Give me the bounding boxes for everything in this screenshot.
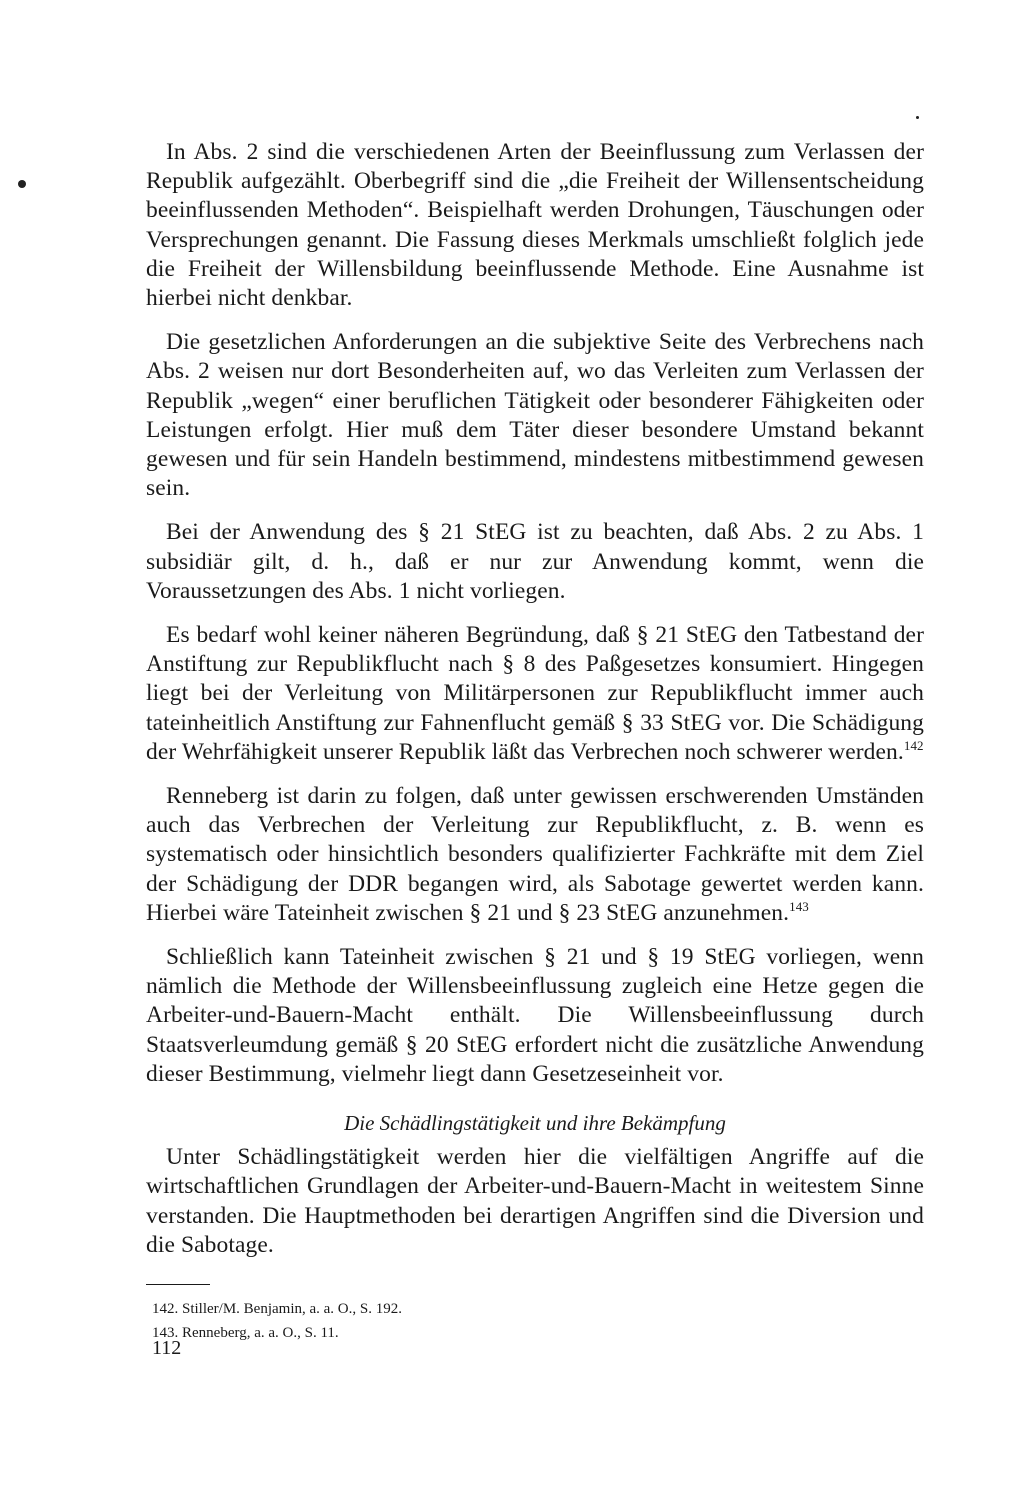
scan-speck bbox=[916, 116, 919, 119]
footnote-143 bbox=[152, 1323, 924, 1344]
page-body bbox=[146, 138, 924, 1347]
paragraph-5-text: Renneberg ist darin zu folgen, daß unter gewissen erschwerenden Umständen auch das Verbrechen der Verleitung zur Republikflucht, z. B. wenn es systematisch oder hinsichtlich besonders qualifizierter Fachkräfte mit dem Ziel der Schädigung der DDR begangen wird, als Sabotage gewertet werden kann. Hierbei wäre Tateinheit zwischen § 21 und § 23 StEG anzunehmen. bbox=[146, 783, 924, 926]
section-heading: Die Schädlingstätigkeit und ihre Bekämpfung bbox=[344, 1111, 726, 1136]
footnote-text: Stiller/M. Benjamin, a. a. O., S. 192. bbox=[182, 1300, 402, 1317]
footnote-number: 143. bbox=[152, 1324, 179, 1341]
footnote-divider bbox=[146, 1284, 210, 1285]
paragraph-4 bbox=[146, 621, 924, 767]
footnote-142 bbox=[152, 1299, 924, 1320]
footnote-ref-143: 143 bbox=[789, 898, 809, 914]
paragraph-7: Unter Schädlingstätigkeit werden hier die vielfältigen Angriffe auf die wirtschaftlichen Grundlagen der Arbeiter-und-Bauern-Macht in weitestem Sinne verstanden. Die Hauptmethoden bei derartigen Angriffen sind die Diversion und die Sabotage. bbox=[146, 1144, 924, 1258]
paragraph-2: Die gesetzlichen Anforderungen an die subjektive Seite des Verbrechens nach Abs. 2 weisen nur dort Besonderheiten auf, wo das Verleiten zum Verlassen der Republik „wegen“ einer beruflichen Tätigkeit oder besonderer Fähigkeiten oder Leistungen erfolgt. Hier muß dem Täter dieser besondere Umstand bekannt gewesen und für sein Handeln bestimmend, mindestens mitbestimmend gewesen sein. bbox=[146, 329, 924, 502]
footnote-ref-142: 142 bbox=[903, 737, 924, 753]
paragraph-3: Bei der Anwendung des § 21 StEG ist zu beachten, daß Abs. 2 zu Abs. 1 subsidiär gilt, d. h., daß er nur zur Anwendung kommt, wenn die Voraussetzungen des Abs. 1 nicht vorliegen. bbox=[146, 519, 924, 604]
paragraph-6: Schließlich kann Tateinheit zwischen § 21 und § 19 StEG vorliegen, wenn nämlich die Methode der Willensbeeinflussung zugleich eine Hetze gegen die Arbeiter-und-Bauern-Macht enthält. Die Willensbeeinflussung durch Staatsverleumdung gemäß § 20 StEG erfordert nicht die zusätzliche Anwendung dieser Bestimmung, vielmehr liegt dann Gesetzeseinheit vor. bbox=[146, 944, 924, 1087]
paragraph-1: In Abs. 2 sind die verschiedenen Arten der Beeinflussung zum Verlassen der Republik aufgezählt. Oberbegriff sind die „die Freiheit der Willensentscheidung beeinflussenden Methoden“. Beispielhaft werden Drohungen, Täuschungen oder Versprechungen genannt. Die Fassung dieses Merkmals umschließt folglich jede die Freiheit der Willensbildung beeinflussende Methode. Eine Ausnahme ist hierbei nicht denkbar. bbox=[146, 139, 924, 312]
footnote-number: 142. bbox=[152, 1300, 179, 1317]
footnote-text: Renneberg, a. a. O., S. 11. bbox=[182, 1324, 339, 1341]
scan-speck bbox=[18, 180, 26, 188]
paragraph-5 bbox=[146, 782, 924, 928]
paragraph-4-text: Es bedarf wohl keiner näheren Begründung, daß § 21 StEG den Tatbestand der Anstiftung zur Republikflucht nach § 8 des Paßgesetzes konsumiert. Hingegen liegt bei der Verleitung von Militärpersonen zur Republikflucht immer auch tateinheitlich Anstiftung zur Fahnenflucht gemäß § 33 StEG vor. Die Schädigung der Wehrfähigkeit unserer Republik läßt das Verbrechen noch schwerer werden. bbox=[146, 622, 924, 765]
page-number: 112 bbox=[152, 1337, 182, 1359]
